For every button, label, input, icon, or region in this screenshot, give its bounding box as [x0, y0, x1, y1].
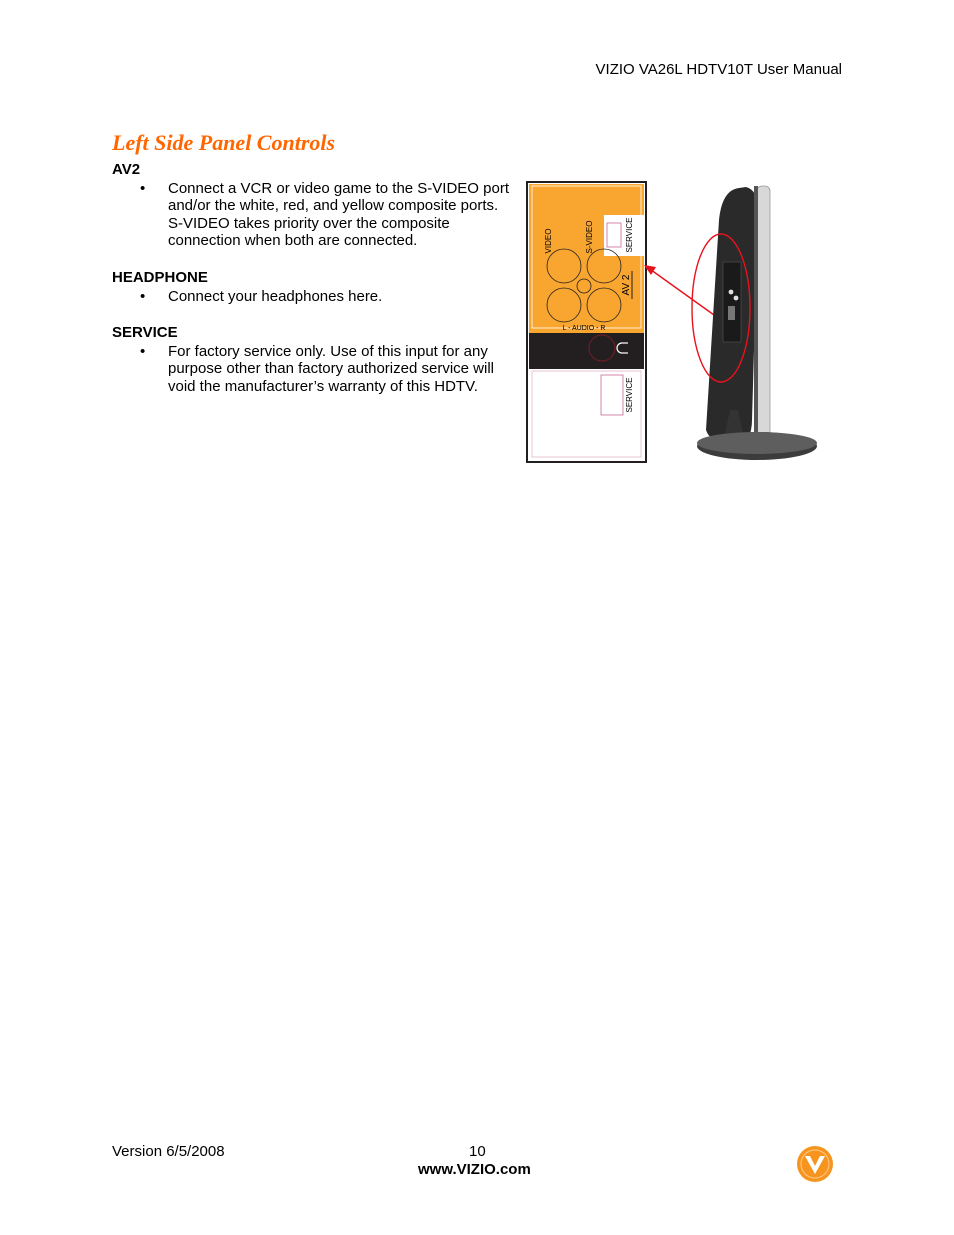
side-panel-diagram	[526, 181, 648, 465]
tv-bezel-edge	[757, 186, 770, 442]
tv-port-1-icon	[729, 290, 734, 295]
controls-list	[112, 161, 512, 396]
tv-stand-base-top	[697, 432, 817, 454]
tv-port-2-icon	[734, 296, 739, 301]
page-header: VIZIO VA26L HDTV10T User Manual	[595, 61, 842, 78]
audio-label: L - AUDIO - R	[562, 325, 606, 332]
side-panel-recess	[723, 262, 741, 342]
tv-side-view	[640, 180, 842, 486]
vizio-v-logo-icon	[795, 1144, 835, 1184]
footer-url: www.VIZIO.com	[418, 1161, 531, 1178]
service-bottom-label: SERVICE	[625, 377, 634, 413]
service-bullets	[112, 343, 512, 396]
service-heading: SERVICE	[112, 324, 178, 342]
pointer-line	[647, 267, 714, 315]
panel-orange-section	[529, 184, 644, 333]
service-top-label: SERVICE	[625, 217, 634, 253]
pointer-arrowhead-icon	[644, 265, 656, 275]
av2-bullet: • Connect a VCR or video game to the S-VIDEO port and/or the white, red, and yellow composite ports. S-VIDEO takes priority over the composite connection when both are connected.	[168, 180, 512, 250]
headphone-strip	[529, 333, 644, 369]
av2-heading: AV2	[112, 161, 141, 178]
headphone-bullet: • Connect your headphones here.	[168, 288, 512, 306]
headphone-heading: HEADPHONE	[112, 268, 208, 286]
svideo-label: S-VIDEO	[585, 220, 594, 254]
av2-label: AV 2	[621, 274, 632, 296]
av2-bullets	[112, 180, 512, 250]
video-label: VIDEO	[544, 228, 553, 254]
service-bullet: • For factory service only. Use of this input for any purpose other than factory authorized service will void the manufacturer’s warranty of this HDTV.	[168, 343, 512, 396]
tv-port-3-icon	[728, 306, 735, 320]
footer-version: Version 6/5/2008	[112, 1143, 225, 1160]
section-title: Left Side Panel Controls	[112, 130, 336, 155]
tv-bezel-inner	[754, 186, 758, 442]
headphone-bullets	[112, 288, 512, 306]
page-number: 10	[469, 1143, 486, 1160]
